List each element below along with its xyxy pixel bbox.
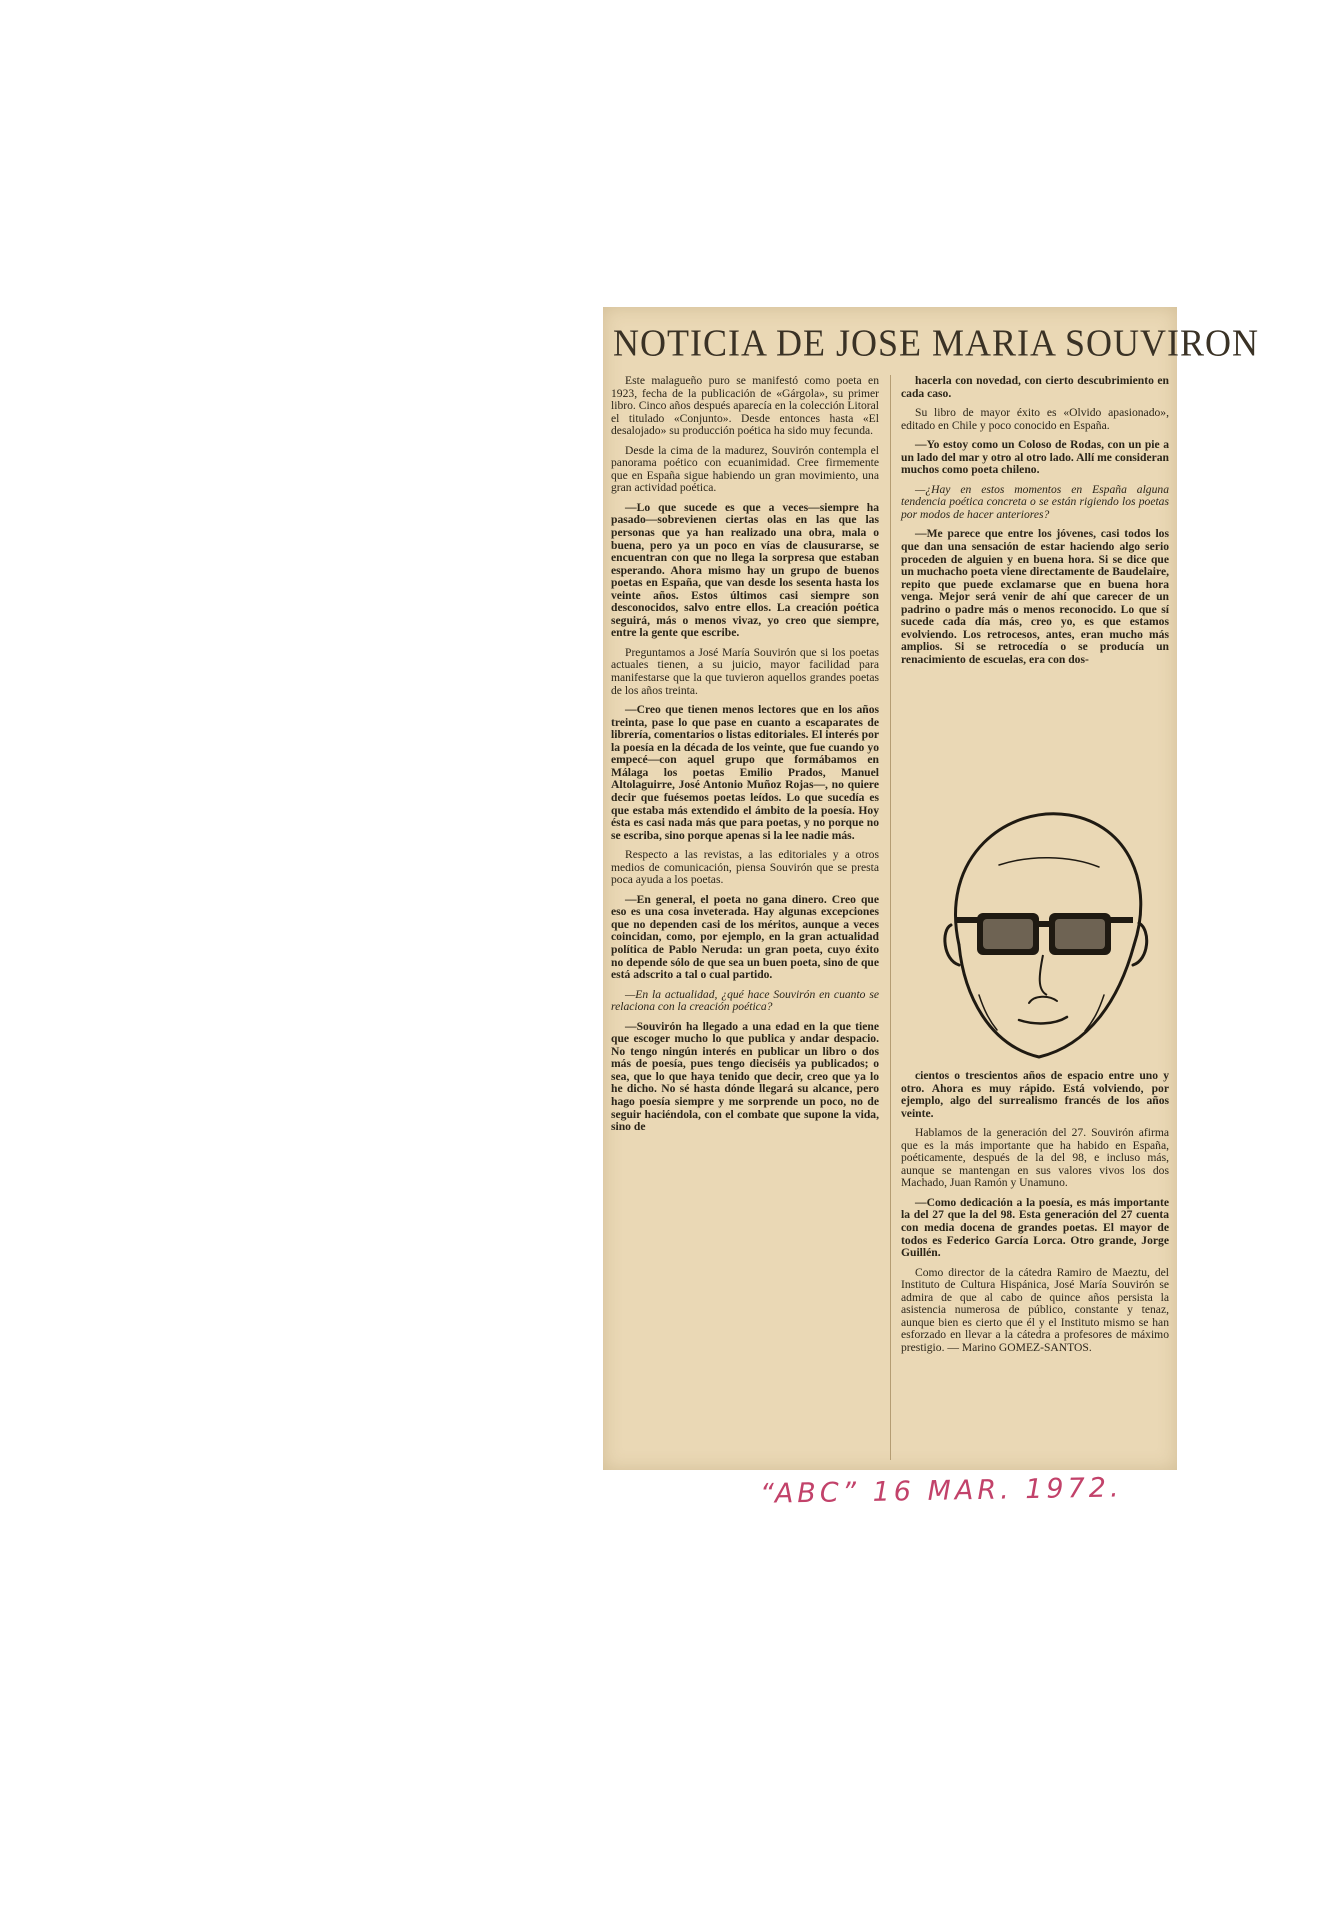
article-paragraph: Preguntamos a José María Souvirón que si los poetas actuales tienen, a su juicio, mayor facilidad para manifestarse que la que tuvieron aquellos grandes poetas de los años treinta. [611,645,879,697]
article-paragraph: —¿Hay en estos momentos en España alguna tendencia poética concreta o se están rigiendo los poetas por modos de hacer anteriores? [901,482,1169,521]
article-paragraph: —En la actualidad, ¿qué hace Souvirón en cuanto se relaciona con la creación poética? [611,987,879,1014]
article-column-right-top [901,375,1169,673]
article-paragraph: cientos o trescientos años de espacio entre uno y otro. Ahora es muy rápido. Está volviendo, por ejemplo, algo del surrealismo francés de los años veinte. [901,1069,1169,1120]
article-paragraph: —En general, el poeta no gana dinero. Creo que eso es una cosa inveterada. Hay algunas excepciones que no dependen casi de los méritos, aunque a veces coincidan, como, por ejemplo, en la gran actualidad política de Pablo Neruda: un gran poeta, cuyo éxito no depende sólo de que sea un buen poeta, sino de que está adscrito a tal o cual partido. [611,892,879,982]
headline: NOTICIA DE JOSE MARIA SOUVIRON [613,322,1260,364]
article-paragraph: Este malagueño puro se manifestó como poeta en 1923, fecha de la publicación de «Gárgola», su primer libro. Cinco años después aparecía en la colección Litoral el titulado «Conjunto». Desde entonces hasta «El desalojado» su producción poética ha sido muy fecunda. [611,374,879,438]
article-paragraph: hacerla con novedad, con cierto descubrimiento en cada caso. [901,374,1169,400]
article-paragraph: —Souvirón ha llegado a una edad en la que tiene que escoger mucho lo que publica y andar despacio. No tengo ningún interés en publicar un libro o dos más de poesía, pues tengo dieciséis ya publicados; o sea, que lo que haya tenido que decir, creo que ya lo he dicho. No sé hasta dónde llegará su alcance, pero hago poesía siempre y me sorprende un poco, no de seguir haciéndola, con el combate que supone la vida, sino de [611,1019,879,1134]
article-paragraph: —Como dedicación a la poesía, es más importante la del 27 que la del 98. Esta generación del 27 cuenta con media docena de grandes poetas. El mayor de todos es Federico García Lorca. Otro grande, Jorge Guillén. [901,1195,1169,1260]
article-paragraph: —Me parece que entre los jóvenes, casi todos los que dan una sensación de estar haciendo algo serio proceden de alguien y en buena hora. Si se dice que un muchacho poeta viene directamente de Baudelaire, repito que puede exclamarse que en buena hora venga. Mejor será venir de ahí que carecer de un padrino o padre más o menos reconocido. Lo que sí sucede cada día más, creo yo, es que estamos evolviendo. Los retrocesos, antes, eran mucho más amplios. Si se retrocedía o se producía un renacimiento de escuelas, era con dos- [901,527,1169,666]
article-paragraph: Respecto a las revistas, a las editoriales y a otros medios de comunicación, piensa Souvirón que se presta poca ayuda a los poetas. [611,848,879,887]
article-paragraph: Su libro de mayor éxito es «Olvido apasionado», editado en Chile y poco conocido en España. [901,406,1169,432]
article-column-right-bottom [901,1070,1169,1361]
column-divider [890,375,891,1460]
portrait-illustration [919,795,1159,1065]
article-paragraph: —Creo que tienen menos lectores que en los años treinta, pase lo que pase en cuanto a escaparates de librería, comentarios o listas editoriales. El interés por la poesía en la década de los veinte, que fue cuando yo empecé—con aquel grupo que formábamos en Málaga los poetas Emilio Prados, Manuel Altolaguirre, José Antonio Muñoz Rojas—, no quiere decir que fuésemos poetas leídos. Lo que sucedía es que estaba más extendido el ámbito de la poesía. Hoy ésta es casi nada más que para poetas, y no porque no se escriba, sino porque apenas si la lee nadie más. [611,703,880,842]
newspaper-clipping [603,307,1260,1470]
article-column-left [611,375,879,1141]
article-paragraph: —Lo que sucede es que a veces—siempre ha pasado—sobrevienen ciertas olas en las que las personas que ya han realizado una obra, mala o buena, pero ya un poco en vías de clausurarse, se encuentran con que no llega la sorpresa que estaban esperando. Ahora mismo hay un grupo de buenos poetas en España, que van desde los sesenta hasta los veinte años. Estos últimos casi siempre son desconocidos, salvo entre ellos. La creación poética seguirá, más o menos vivaz, yo creo que siempre, entre la gente que escribe. [611,500,879,640]
article-paragraph: Desde la cima de la madurez, Souvirón contempla el panorama poético con ecuanimidad. Cree firmemente que en España sigue habiendo un gran movimiento, una gran actividad poética. [611,443,879,495]
article-paragraph: —Yo estoy como un Coloso de Rodas, con un pie a un lado del mar y otro al otro lado. Allí me consideran muchos como poeta chileno. [901,438,1169,477]
article-paragraph: Hablamos de la generación del 27. Souvirón afirma que es la más importante que ha habido en España, poéticamente, después de la del 98, e incluso más, aunque se mantengan en sus valores vivos los dos Machado, Juan Ramón y Unamuno. [901,1126,1169,1190]
article-paragraph: Como director de la cátedra Ramiro de Maeztu, del Instituto de Cultura Hispánica, José María Souvirón se admira de que al cabo de quince años persista la asistencia numerosa de público, constante y tenaz, aunque bien es cierto que él y el Instituto mismo se han esforzado en llevar a la cátedra a profesores de máximo prestigio. — Marino GOMEZ-SANTOS. [901,1265,1169,1354]
handwritten-source-note: “ABC” 16 MAR. 1972. [759,1472,1123,1510]
